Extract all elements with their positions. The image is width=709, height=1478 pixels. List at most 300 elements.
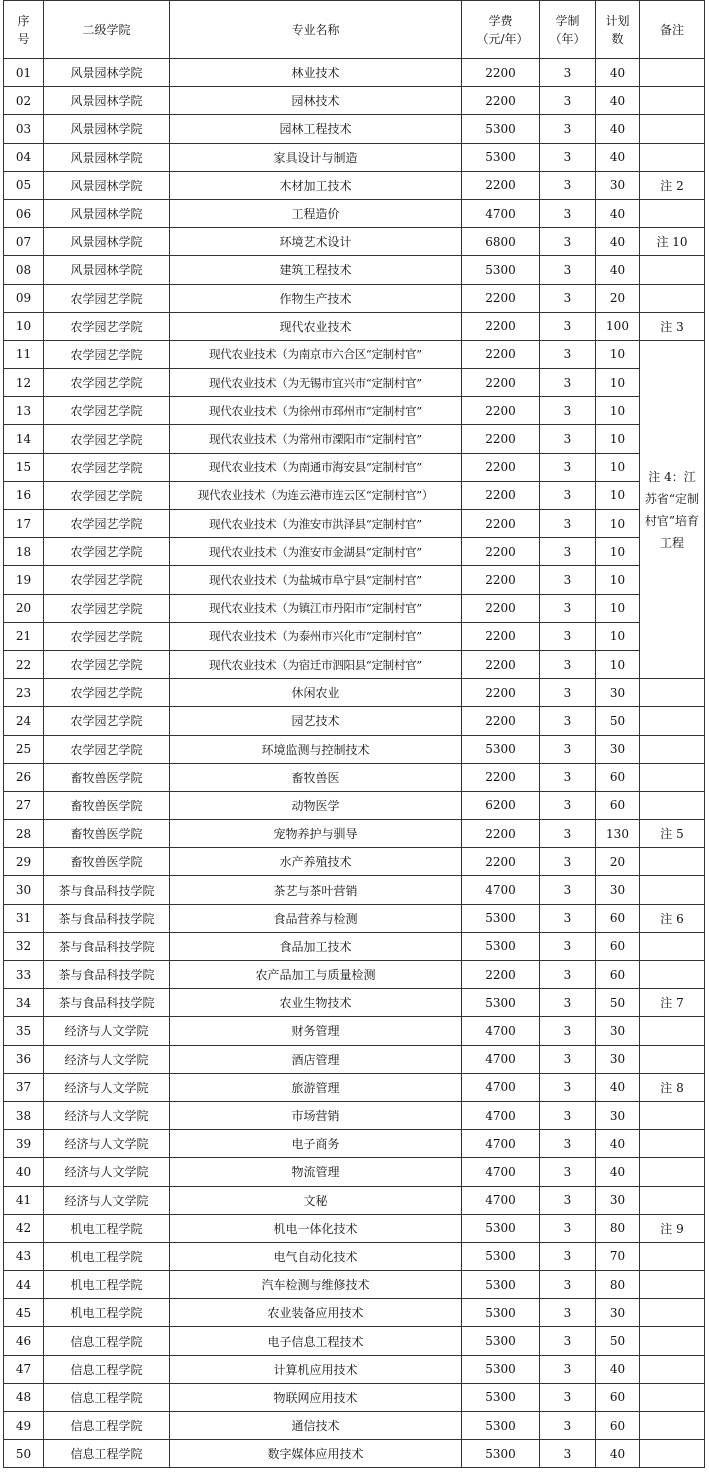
table-row: [4, 340, 705, 368]
cell-years: 3: [540, 1383, 596, 1411]
cell-plan: 60: [596, 904, 640, 932]
cell-years: 3: [540, 876, 596, 904]
cell-college: 经济与人文学院: [44, 1101, 170, 1129]
cell-no: 43: [4, 1242, 44, 1270]
cell-fee: 6800: [462, 228, 540, 256]
cell-college: 机电工程学院: [44, 1299, 170, 1327]
cell-no: 10: [4, 312, 44, 340]
cell-college: 机电工程学院: [44, 1214, 170, 1242]
cell-fee: 2200: [462, 538, 540, 566]
cell-no: 26: [4, 763, 44, 791]
cell-plan: 30: [596, 735, 640, 763]
cell-no: 08: [4, 256, 44, 284]
cell-fee: 2200: [462, 763, 540, 791]
cell-major: 水产养殖技术: [170, 848, 462, 876]
cell-college: 风景园林学院: [44, 143, 170, 171]
cell-note: 注 8: [640, 1073, 705, 1101]
table-row: [4, 425, 705, 453]
cell-plan: 30: [596, 1101, 640, 1129]
cell-no: 41: [4, 1186, 44, 1214]
cell-major: 林业技术: [170, 59, 462, 87]
table-row: [4, 369, 705, 397]
cell-plan: 40: [596, 256, 640, 284]
cell-major: 农业生物技术: [170, 989, 462, 1017]
cell-plan: 50: [596, 707, 640, 735]
cell-major: 环境艺术设计: [170, 228, 462, 256]
cell-fee: 5300: [462, 1271, 540, 1299]
cell-fee: 5300: [462, 1242, 540, 1270]
cell-fee: 2200: [462, 87, 540, 115]
cell-years: 3: [540, 340, 596, 368]
table-row: [4, 312, 705, 340]
cell-major: 现代农业技术（为淮安市金湖县“定制村官”: [170, 538, 462, 566]
table-row: [4, 1186, 705, 1214]
cell-years: 3: [540, 820, 596, 848]
cell-note: 注 6: [640, 904, 705, 932]
cell-plan: 40: [596, 1440, 640, 1468]
header-college: 二级学院: [44, 1, 170, 59]
cell-plan: 10: [596, 650, 640, 678]
cell-years: 3: [540, 650, 596, 678]
cell-fee: 2200: [462, 481, 540, 509]
cell-fee: 4700: [462, 1073, 540, 1101]
cell-plan: 30: [596, 171, 640, 199]
cell-major: 园艺技术: [170, 707, 462, 735]
cell-fee: 2200: [462, 848, 540, 876]
cell-plan: 20: [596, 848, 640, 876]
cell-fee: 4700: [462, 1186, 540, 1214]
cell-years: 3: [540, 1242, 596, 1270]
cell-major: 现代农业技术（为宿迁市泗阳县“定制村官”: [170, 650, 462, 678]
cell-years: 3: [540, 1440, 596, 1468]
cell-note: 注 9: [640, 1214, 705, 1242]
cell-years: 3: [540, 1214, 596, 1242]
cell-no: 29: [4, 848, 44, 876]
cell-years: 3: [540, 932, 596, 960]
cell-college: 农学园艺学院: [44, 397, 170, 425]
table-row: [4, 679, 705, 707]
cell-fee: 5300: [462, 256, 540, 284]
cell-fee: 2200: [462, 566, 540, 594]
cell-plan: 60: [596, 932, 640, 960]
cell-major: 动物医学: [170, 791, 462, 819]
cell-note-empty: [640, 707, 705, 735]
cell-no: 03: [4, 115, 44, 143]
cell-major: 茶艺与茶叶营销: [170, 876, 462, 904]
cell-fee: 4700: [462, 1101, 540, 1129]
cell-years: 3: [540, 510, 596, 538]
header-fee: 学费（元/年）: [462, 1, 540, 59]
cell-major: 现代农业技术（为淮安市洪泽县“定制村官”: [170, 510, 462, 538]
cell-note-empty: [640, 143, 705, 171]
cell-college: 农学园艺学院: [44, 707, 170, 735]
cell-fee: 2200: [462, 59, 540, 87]
table-body: [4, 59, 705, 1468]
cell-plan: 40: [596, 1158, 640, 1186]
cell-note-empty: [640, 763, 705, 791]
cell-college: 农学园艺学院: [44, 284, 170, 312]
cell-years: 3: [540, 622, 596, 650]
cell-no: 23: [4, 679, 44, 707]
cell-no: 36: [4, 1045, 44, 1073]
cell-college: 信息工程学院: [44, 1412, 170, 1440]
cell-college: 信息工程学院: [44, 1327, 170, 1355]
cell-fee: 2200: [462, 622, 540, 650]
cell-fee: 5300: [462, 735, 540, 763]
cell-fee: 2200: [462, 679, 540, 707]
cell-no: 01: [4, 59, 44, 87]
cell-plan: 10: [596, 369, 640, 397]
cell-plan: 10: [596, 566, 640, 594]
cell-years: 3: [540, 763, 596, 791]
cell-major: 财务管理: [170, 1017, 462, 1045]
cell-college: 畜牧兽医学院: [44, 763, 170, 791]
cell-note-empty: [640, 256, 705, 284]
cell-college: 信息工程学院: [44, 1440, 170, 1468]
cell-years: 3: [540, 1045, 596, 1073]
table-row: [4, 1355, 705, 1383]
cell-no: 15: [4, 453, 44, 481]
cell-plan: 30: [596, 1045, 640, 1073]
cell-years: 3: [540, 256, 596, 284]
cell-plan: 60: [596, 961, 640, 989]
table-row: [4, 1327, 705, 1355]
cell-plan: 40: [596, 199, 640, 227]
cell-plan: 80: [596, 1271, 640, 1299]
cell-fee: 5300: [462, 115, 540, 143]
cell-major: 现代农业技术（为泰州市兴化市“定制村官”: [170, 622, 462, 650]
cell-note: 注 3: [640, 312, 705, 340]
cell-college: 信息工程学院: [44, 1383, 170, 1411]
cell-no: 47: [4, 1355, 44, 1383]
cell-no: 30: [4, 876, 44, 904]
table-row: [4, 1299, 705, 1327]
cell-no: 50: [4, 1440, 44, 1468]
cell-plan: 30: [596, 1299, 640, 1327]
cell-plan: 100: [596, 312, 640, 340]
cell-note-empty: [640, 87, 705, 115]
cell-no: 45: [4, 1299, 44, 1327]
cell-major: 食品加工技术: [170, 932, 462, 960]
cell-fee: 5300: [462, 1299, 540, 1327]
cell-years: 3: [540, 791, 596, 819]
cell-major: 旅游管理: [170, 1073, 462, 1101]
cell-note-empty: [640, 59, 705, 87]
header-major: 专业名称: [170, 1, 462, 59]
cell-major: 文秘: [170, 1186, 462, 1214]
cell-plan: 60: [596, 791, 640, 819]
cell-college: 农学园艺学院: [44, 510, 170, 538]
table-row: [4, 284, 705, 312]
table-row: [4, 848, 705, 876]
cell-fee: 5300: [462, 904, 540, 932]
cell-plan: 30: [596, 876, 640, 904]
cell-years: 3: [540, 989, 596, 1017]
cell-major: 园林技术: [170, 87, 462, 115]
cell-no: 20: [4, 594, 44, 622]
cell-college: 经济与人文学院: [44, 1045, 170, 1073]
cell-no: 14: [4, 425, 44, 453]
table-row: [4, 791, 705, 819]
cell-note-empty: [640, 1327, 705, 1355]
cell-major: 现代农业技术（为南京市六合区“定制村官”: [170, 340, 462, 368]
cell-note-empty: [640, 1186, 705, 1214]
cell-years: 3: [540, 397, 596, 425]
cell-years: 3: [540, 453, 596, 481]
cell-years: 3: [540, 228, 596, 256]
cell-no: 12: [4, 369, 44, 397]
cell-note-empty: [640, 1299, 705, 1327]
cell-college: 畜牧兽医学院: [44, 848, 170, 876]
cell-no: 24: [4, 707, 44, 735]
cell-major: 现代农业技术（为无锡市宜兴市“定制村官”: [170, 369, 462, 397]
table-row: [4, 1271, 705, 1299]
table-row: [4, 1158, 705, 1186]
table-row: [4, 1214, 705, 1242]
cell-college: 风景园林学院: [44, 59, 170, 87]
cell-major: 环境监测与控制技术: [170, 735, 462, 763]
cell-years: 3: [540, 1327, 596, 1355]
cell-plan: 30: [596, 1017, 640, 1045]
cell-college: 农学园艺学院: [44, 622, 170, 650]
cell-no: 07: [4, 228, 44, 256]
cell-no: 33: [4, 961, 44, 989]
cell-fee: 2200: [462, 510, 540, 538]
cell-major: 酒店管理: [170, 1045, 462, 1073]
cell-years: 3: [540, 171, 596, 199]
cell-note-empty: [640, 1355, 705, 1383]
table-row: [4, 1101, 705, 1129]
cell-major: 农产品加工与质量检测: [170, 961, 462, 989]
cell-fee: 5300: [462, 1383, 540, 1411]
table-row: [4, 453, 705, 481]
cell-fee: 2200: [462, 312, 540, 340]
cell-plan: 10: [596, 538, 640, 566]
cell-college: 风景园林学院: [44, 115, 170, 143]
cell-fee: 2200: [462, 707, 540, 735]
cell-plan: 10: [596, 594, 640, 622]
cell-fee: 5300: [462, 932, 540, 960]
cell-note-empty: [640, 1271, 705, 1299]
cell-college: 茶与食品科技学院: [44, 876, 170, 904]
cell-plan: 10: [596, 425, 640, 453]
cell-major: 家具设计与制造: [170, 143, 462, 171]
table-row: [4, 115, 705, 143]
cell-fee: 4700: [462, 876, 540, 904]
cell-no: 39: [4, 1130, 44, 1158]
table-row: [4, 481, 705, 509]
cell-plan: 10: [596, 622, 640, 650]
table-row: [4, 904, 705, 932]
cell-fee: 2200: [462, 961, 540, 989]
cell-major: 通信技术: [170, 1412, 462, 1440]
cell-no: 42: [4, 1214, 44, 1242]
cell-years: 3: [540, 284, 596, 312]
cell-fee: 2200: [462, 425, 540, 453]
cell-no: 05: [4, 171, 44, 199]
cell-plan: 40: [596, 115, 640, 143]
cell-plan: 10: [596, 510, 640, 538]
cell-plan: 60: [596, 1383, 640, 1411]
cell-plan: 40: [596, 228, 640, 256]
cell-fee: 2200: [462, 369, 540, 397]
cell-fee: 5300: [462, 989, 540, 1017]
cell-note-empty: [640, 1130, 705, 1158]
cell-years: 3: [540, 1355, 596, 1383]
cell-years: 3: [540, 1130, 596, 1158]
table-row: [4, 256, 705, 284]
cell-plan: 30: [596, 679, 640, 707]
cell-fee: 2200: [462, 340, 540, 368]
cell-note-empty: [640, 848, 705, 876]
cell-fee: 2200: [462, 453, 540, 481]
cell-years: 3: [540, 1017, 596, 1045]
cell-no: 21: [4, 622, 44, 650]
cell-no: 32: [4, 932, 44, 960]
cell-college: 经济与人文学院: [44, 1186, 170, 1214]
cell-college: 农学园艺学院: [44, 679, 170, 707]
cell-college: 农学园艺学院: [44, 735, 170, 763]
cell-note-empty: [640, 1440, 705, 1468]
cell-plan: 10: [596, 453, 640, 481]
cell-plan: 10: [596, 397, 640, 425]
cell-plan: 130: [596, 820, 640, 848]
cell-college: 农学园艺学院: [44, 369, 170, 397]
cell-note-empty: [640, 791, 705, 819]
cell-note-empty: [640, 199, 705, 227]
cell-years: 3: [540, 1412, 596, 1440]
cell-college: 农学园艺学院: [44, 538, 170, 566]
cell-major: 电气自动化技术: [170, 1242, 462, 1270]
cell-years: 3: [540, 707, 596, 735]
cell-college: 农学园艺学院: [44, 650, 170, 678]
cell-fee: 4700: [462, 1130, 540, 1158]
table-row: [4, 171, 705, 199]
cell-note: 注 2: [640, 171, 705, 199]
table-row: [4, 1130, 705, 1158]
cell-fee: 4700: [462, 1045, 540, 1073]
cell-years: 3: [540, 1186, 596, 1214]
cell-years: 3: [540, 679, 596, 707]
cell-note: 注 4：江苏省“定制村官”培育工程: [640, 340, 705, 678]
cell-plan: 40: [596, 1130, 640, 1158]
cell-no: 37: [4, 1073, 44, 1101]
cell-college: 农学园艺学院: [44, 453, 170, 481]
cell-fee: 2200: [462, 171, 540, 199]
cell-plan: 50: [596, 989, 640, 1017]
cell-major: 休闲农业: [170, 679, 462, 707]
cell-major: 现代农业技术: [170, 312, 462, 340]
cell-plan: 20: [596, 284, 640, 312]
cell-fee: 2200: [462, 284, 540, 312]
cell-college: 农学园艺学院: [44, 566, 170, 594]
cell-major: 物流管理: [170, 1158, 462, 1186]
header-plan: 计划数: [596, 1, 640, 59]
cell-major: 现代农业技术（为南通市海安县“定制村官”: [170, 453, 462, 481]
cell-fee: 5300: [462, 143, 540, 171]
table-row: [4, 932, 705, 960]
cell-college: 农学园艺学院: [44, 340, 170, 368]
cell-years: 3: [540, 1299, 596, 1327]
cell-major: 食品营养与检测: [170, 904, 462, 932]
cell-years: 3: [540, 538, 596, 566]
cell-note-empty: [640, 876, 705, 904]
cell-plan: 60: [596, 763, 640, 791]
cell-fee: 4700: [462, 199, 540, 227]
header-note: 备注: [640, 1, 705, 59]
cell-college: 茶与食品科技学院: [44, 961, 170, 989]
cell-major: 作物生产技术: [170, 284, 462, 312]
table-row: [4, 622, 705, 650]
table-row: [4, 143, 705, 171]
cell-plan: 10: [596, 340, 640, 368]
cell-college: 经济与人文学院: [44, 1158, 170, 1186]
cell-note-empty: [640, 961, 705, 989]
cell-no: 11: [4, 340, 44, 368]
cell-fee: 2200: [462, 650, 540, 678]
cell-college: 畜牧兽医学院: [44, 791, 170, 819]
cell-no: 34: [4, 989, 44, 1017]
cell-no: 27: [4, 791, 44, 819]
cell-college: 茶与食品科技学院: [44, 989, 170, 1017]
cell-college: 经济与人文学院: [44, 1130, 170, 1158]
table-row: [4, 763, 705, 791]
cell-major: 数字媒体应用技术: [170, 1440, 462, 1468]
cell-college: 风景园林学院: [44, 87, 170, 115]
cell-no: 48: [4, 1383, 44, 1411]
cell-no: 49: [4, 1412, 44, 1440]
table-row: [4, 594, 705, 622]
cell-no: 13: [4, 397, 44, 425]
cell-fee: 5300: [462, 1412, 540, 1440]
cell-years: 3: [540, 848, 596, 876]
cell-years: 3: [540, 1073, 596, 1101]
cell-note-empty: [640, 1017, 705, 1045]
cell-years: 3: [540, 199, 596, 227]
cell-no: 22: [4, 650, 44, 678]
cell-major: 现代农业技术（为徐州市邳州市“定制村官”: [170, 397, 462, 425]
cell-major: 汽车检测与维修技术: [170, 1271, 462, 1299]
cell-college: 机电工程学院: [44, 1242, 170, 1270]
cell-major: 畜牧兽医: [170, 763, 462, 791]
cell-college: 风景园林学院: [44, 256, 170, 284]
header-no: 序号: [4, 1, 44, 59]
enrollment-plan-table-wrapper: [3, 0, 704, 1468]
cell-years: 3: [540, 735, 596, 763]
cell-years: 3: [540, 904, 596, 932]
cell-major: 建筑工程技术: [170, 256, 462, 284]
cell-no: 09: [4, 284, 44, 312]
cell-note-empty: [640, 932, 705, 960]
cell-major: 现代农业技术（为连云港市连云区“定制村官”）: [170, 481, 462, 509]
cell-note-empty: [640, 1242, 705, 1270]
cell-major: 现代农业技术（为常州市溧阳市“定制村官”: [170, 425, 462, 453]
cell-no: 04: [4, 143, 44, 171]
cell-major: 电子信息工程技术: [170, 1327, 462, 1355]
cell-plan: 40: [596, 143, 640, 171]
table-row: [4, 1045, 705, 1073]
cell-years: 3: [540, 1271, 596, 1299]
cell-no: 44: [4, 1271, 44, 1299]
cell-no: 06: [4, 199, 44, 227]
cell-major: 农业装备应用技术: [170, 1299, 462, 1327]
cell-no: 38: [4, 1101, 44, 1129]
cell-major: 木材加工技术: [170, 171, 462, 199]
cell-major: 电子商务: [170, 1130, 462, 1158]
cell-college: 农学园艺学院: [44, 481, 170, 509]
table-row: [4, 510, 705, 538]
cell-no: 31: [4, 904, 44, 932]
